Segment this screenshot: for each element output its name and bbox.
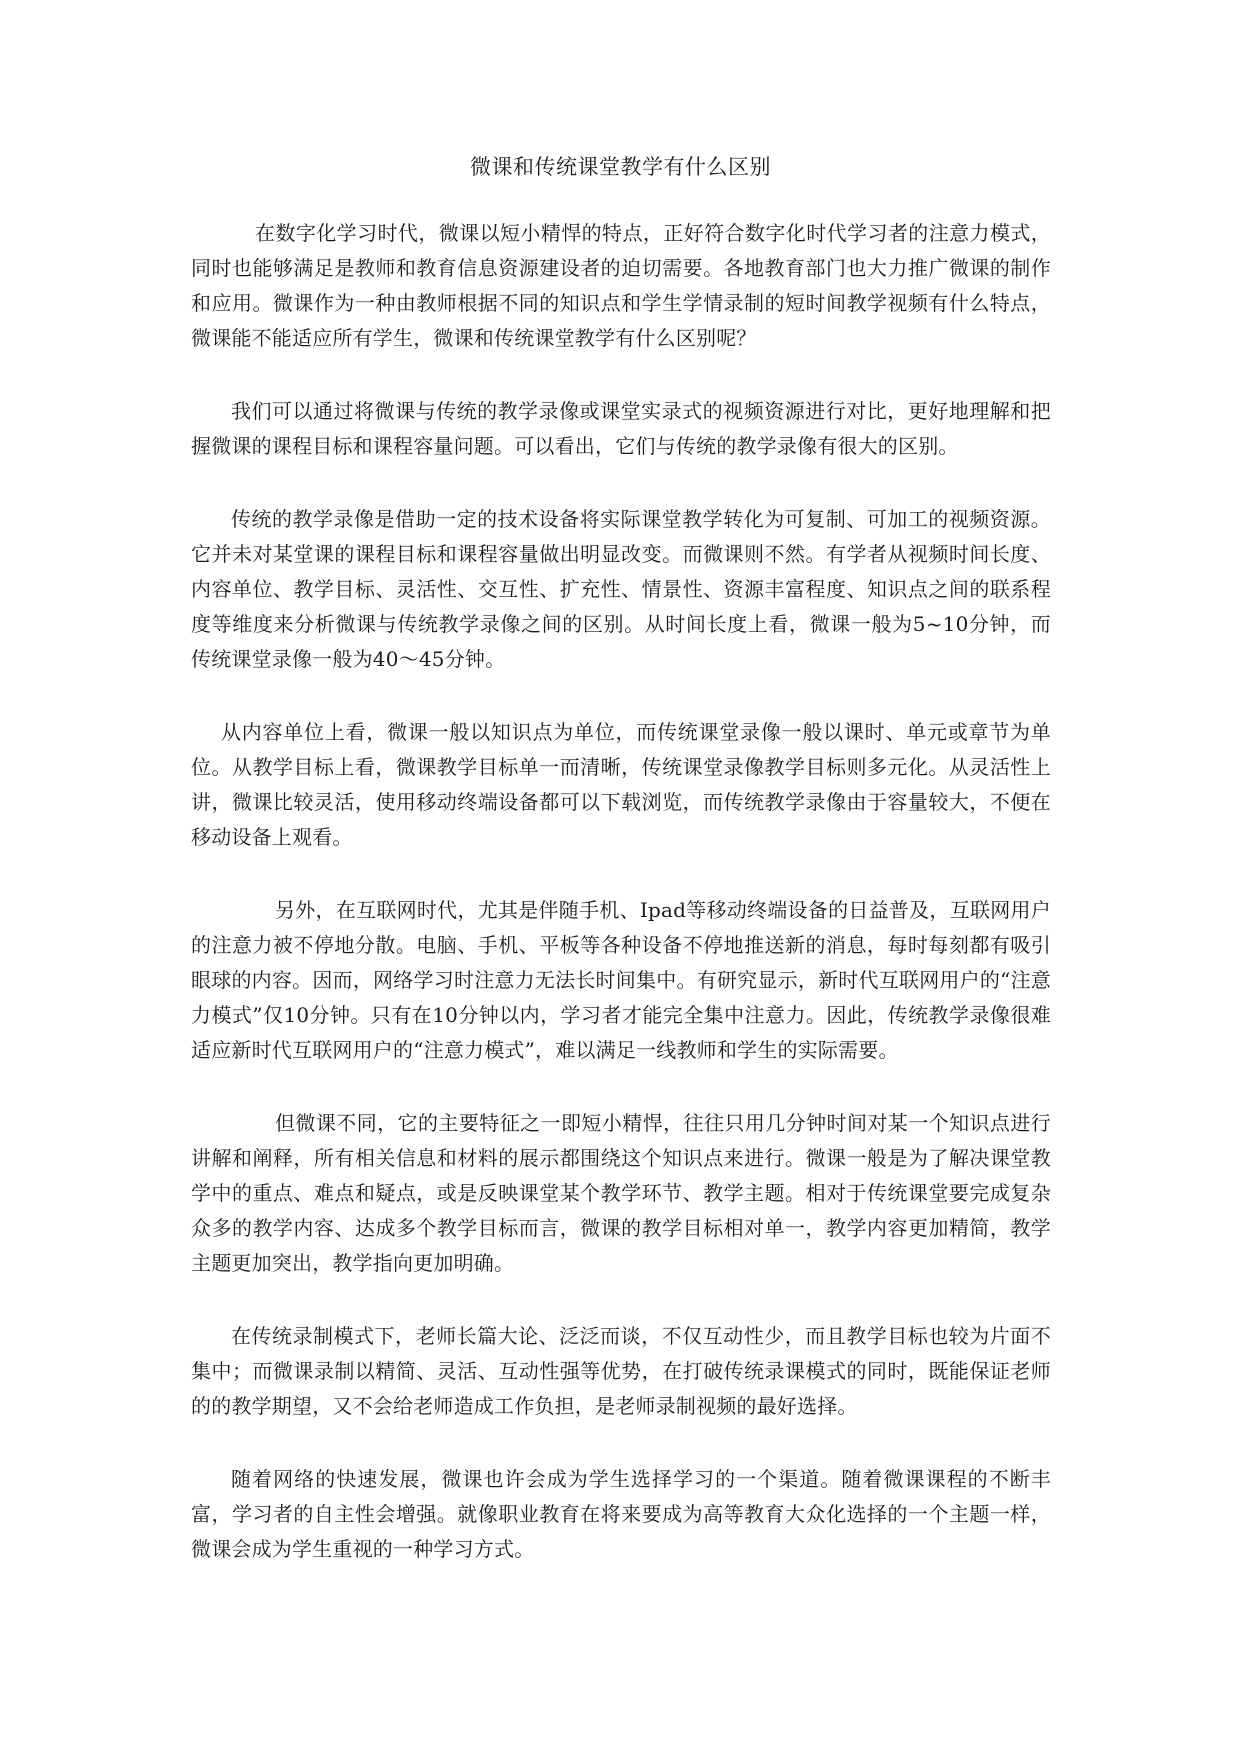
paragraph-8: 随着网络的快速发展，微课也许会成为学生选择学习的一个渠道。随着微课课程的不断丰富，学习者的自主性会增强。就像职业教育在将来要成为高等教育大众化选择的一个主题一样，微课会成为学生重视的一种学习方式。 bbox=[191, 1467, 1051, 1561]
paragraph-4: 从内容单位上看，微课一般以知识点为单位，而传统课堂录像一般以课时、单元或章节为单位。从教学目标上看，微课教学目标单一而清晰，传统课堂录像教学目标则多元化。从灵活性上讲，微课比较灵活，使用移动终端设备都可以下载浏览，而传统教学录像由于容量较大，不便在移动设备上观看。 bbox=[191, 720, 1051, 849]
paragraph-7: 在传统录制模式下，老师长篇大论、泛泛而谈，不仅互动性少，而且教学目标也较为片面不集中；而微课录制以精简、灵活、互动性强等优势，在打破传统录课模式的同时，既能保证老师的的教学期望，又不会给老师造成工作负担，是老师录制视频的最好选择。 bbox=[191, 1324, 1051, 1418]
paragraph-5: 另外，在互联网时代，尤其是伴随手机、Ipad等移动终端设备的日益普及，互联网用户的注意力被不停地分散。电脑、手机、平板等各种设备不停地推送新的消息，每时每刻都有吸引眼球的内容。因而，网络学习时注意力无法长时间集中。有研究显示，新时代互联网用户的“注意力模式”仅10分钟。只有在10分钟以内，学习者才能完全集中注意力。因此，传统教学录像很难适应新时代互联网用户的“注意力模式”，难以满足一线教师和学生的实际需要。 bbox=[191, 898, 1051, 1062]
paragraph-6: 但微课不同，它的主要特征之一即短小精悍，往往只用几分钟时间对某一个知识点进行讲解和阐释，所有相关信息和材料的展示都围绕这个知识点来进行。微课一般是为了解决课堂教学中的重点、难点和疑点，或是反映课堂某个教学环节、教学主题。相对于传统课堂要完成复杂众多的教学内容、达成多个教学目标而言，微课的教学目标相对单一，教学内容更加精简，教学主题更加突出，教学指向更加明确。 bbox=[191, 1111, 1051, 1275]
document-body bbox=[191, 216, 1051, 1605]
paragraph-2: 我们可以通过将微课与传统的教学录像或课堂实录式的视频资源进行对比，更好地理解和把握微课的课程目标和课程容量问题。可以看出，它们与传统的教学录像有很大的区别。 bbox=[191, 399, 1051, 458]
paragraph-3: 传统的教学录像是借助一定的技术设备将实际课堂教学转化为可复制、可加工的视频资源。它并未对某堂课的课程目标和课程容量做出明显改变。而微课则不然。有学者从视频时间长度、内容单位、教学目标、灵活性、交互性、扩充性、情景性、资源丰富程度、知识点之间的联系程度等维度来分析微课与传统教学录像之间的区别。从时间长度上看，微课一般为5~10分钟，而传统课堂录像一般为40～45分钟。 bbox=[191, 507, 1051, 671]
paragraph-1: 在数字化学习时代，微课以短小精悍的特点，正好符合数字化时代学习者的注意力模式，同时也能够满足是教师和教育信息资源建设者的迫切需要。各地教育部门也大力推广微课的制作和应用。微课作为一种由教师根据不同的知识点和学生学情录制的短时间教学视频有什么特点，微课能不能适应所有学生，微课和传统课堂教学有什么区别呢？ bbox=[191, 221, 1051, 350]
document-title: 微课和传统课堂教学有什么区别 bbox=[470, 155, 771, 179]
